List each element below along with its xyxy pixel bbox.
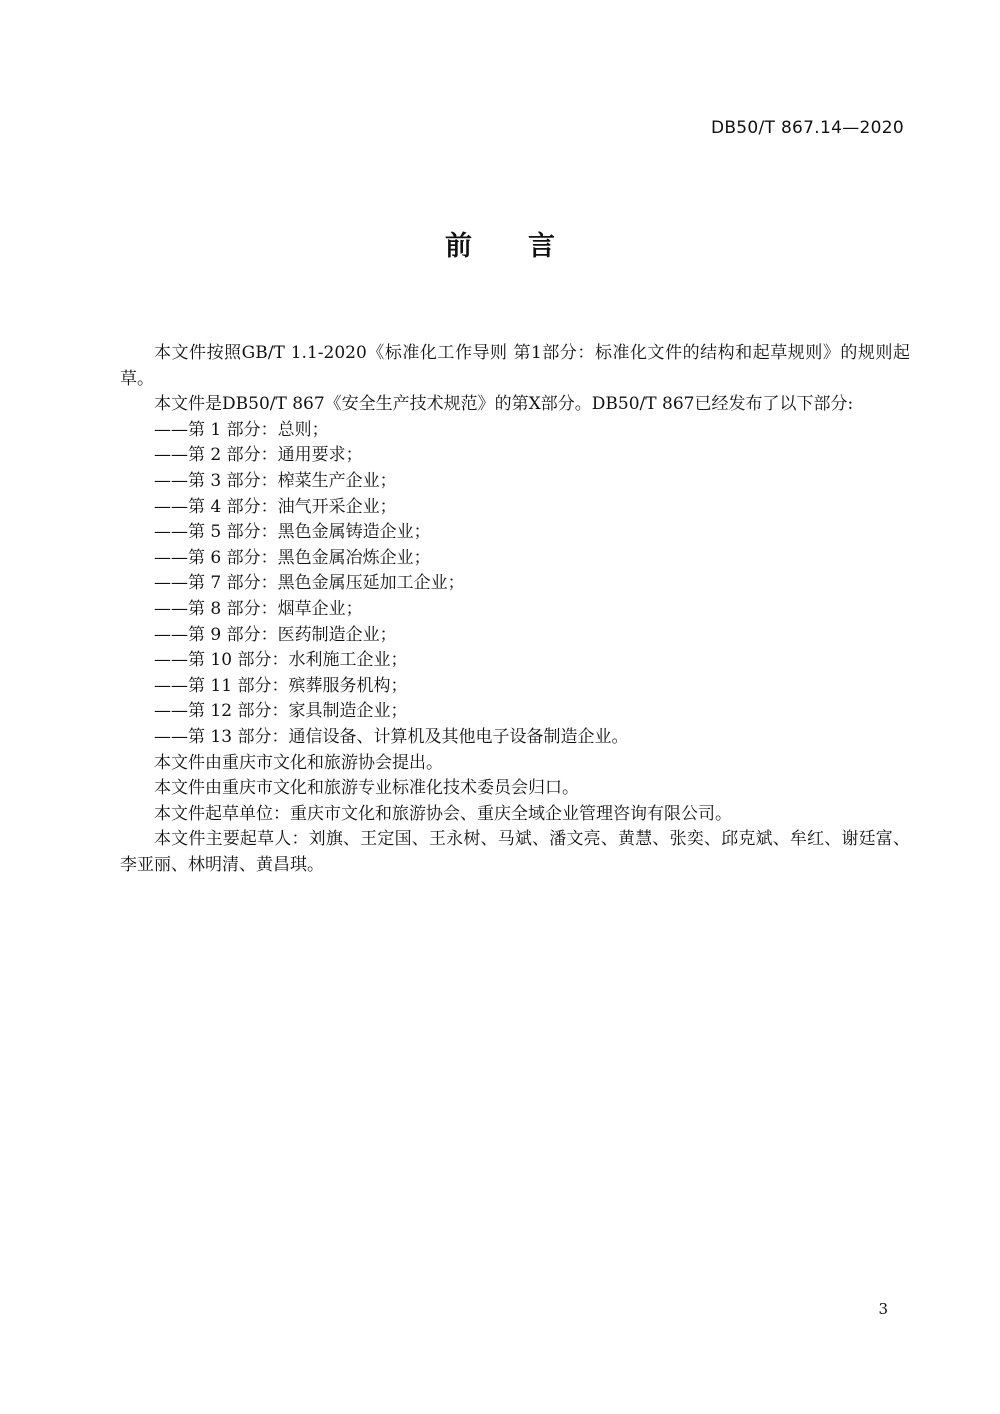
paragraph-proposer: 本文件由重庆市文化和旅游协会提出。 xyxy=(154,752,443,773)
document-code: DB50/T 867.14—2020 xyxy=(710,118,904,138)
list-item: ——第 9 部分：医药制造企业； xyxy=(154,624,397,645)
list-item: ——第 4 部分：油气开采企业； xyxy=(154,496,397,517)
paragraph-series-intro: 本文件是DB50/T 867《安全生产技术规范》的第X部分。DB50/T 867已经发布了以下部分: xyxy=(154,394,854,415)
paragraph-drafters: 本文件主要起草人：刘旗、王定国、王永树、马斌、潘文亮、黄慧、张奕、邱克斌、牟红、谢廷富、李亚丽、林明清、黄昌琪。 xyxy=(120,829,910,875)
list-item: ——第 7 部分：黑色金属压延加工企业； xyxy=(154,573,465,594)
title-char-1: 前 xyxy=(445,231,472,262)
page-title xyxy=(0,224,1000,263)
list-item: ——第 12 部分：家具制造企业； xyxy=(154,701,408,722)
paragraph-drafting-units: 本文件起草单位：重庆市文化和旅游协会、重庆全域企业管理咨询有限公司。 xyxy=(154,803,732,824)
list-item: ——第 8 部分：烟草企业； xyxy=(154,598,363,619)
list-item: ——第 6 部分：黑色金属冶炼企业； xyxy=(154,547,431,568)
list-item: ——第 1 部分：总则； xyxy=(154,419,329,440)
title-char-2: 言 xyxy=(528,231,555,262)
paragraph-drafting-rules: 本文件按照GB/T 1.1-2020《标准化工作导则 第1部分：标准化文件的结构和起草规则》的规则起草。 xyxy=(120,343,910,389)
list-item: ——第 13 部分：通信设备、计算机及其他电子设备制造企业。 xyxy=(154,726,629,747)
list-item: ——第 3 部分：榨菜生产企业； xyxy=(154,470,397,491)
parts-list xyxy=(120,418,910,751)
list-item: ——第 2 部分：通用要求； xyxy=(154,445,363,466)
list-item: ——第 10 部分：水利施工企业； xyxy=(154,650,408,671)
list-item: ——第 11 部分：殡葬服务机构； xyxy=(154,675,408,696)
foreword-body xyxy=(120,341,910,878)
page-number: 3 xyxy=(878,1300,888,1318)
paragraph-administrator: 本文件由重庆市文化和旅游专业标准化技术委员会归口。 xyxy=(154,778,579,799)
list-item: ——第 5 部分：黑色金属铸造企业； xyxy=(154,522,431,543)
